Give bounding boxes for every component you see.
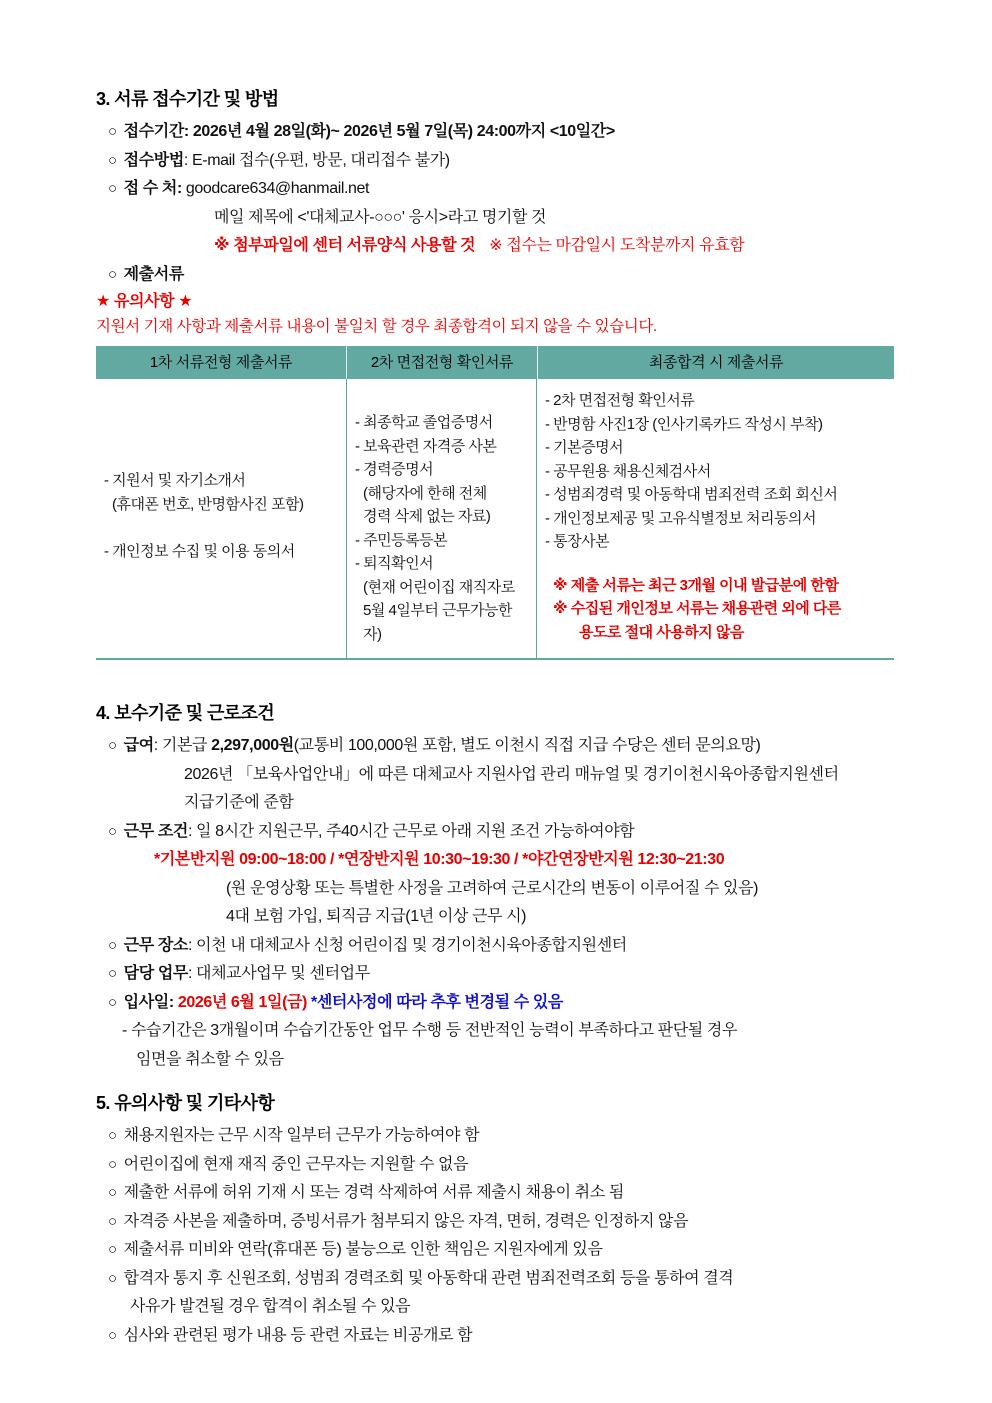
- documents-table-header: [96, 346, 894, 379]
- table-cell-line: - 기본증명서: [545, 439, 624, 456]
- notice-item-continuation: 사유가 발견될 경우 합격이 취소될 수 있음: [130, 1298, 411, 1315]
- circle-bullet-icon: ○: [108, 1269, 117, 1287]
- notice-item: [96, 1208, 902, 1237]
- circle-bullet-icon: ○: [108, 993, 117, 1011]
- table-cell-round2: [346, 379, 537, 658]
- notice-item: [96, 1179, 902, 1208]
- work-condition-value: : 일 8시간 지원근무, 주40시간 근무로 아래 지원 조건 가능하여야함: [187, 822, 635, 840]
- reception-period-label: 접수기간: [123, 123, 184, 140]
- documents-table: [96, 346, 894, 660]
- circle-bullet-icon: ○: [108, 180, 117, 197]
- duty-line: [96, 960, 902, 989]
- documents-table-body: [96, 379, 894, 660]
- notice-item: [96, 1322, 902, 1351]
- red-note-line: ※ 제출 서류는 최근 3개월 이내 발급분에 한함: [553, 576, 839, 594]
- table-cell-line: 5월 4일부터 근무가능한 자): [363, 602, 512, 643]
- start-date-note: *센터사정에 따라 추후 변경될 수 있음: [311, 993, 563, 1011]
- circle-bullet-icon: ○: [108, 965, 117, 982]
- section-5-title: 5. 유의사항 및 기타사항: [96, 1093, 275, 1113]
- circle-bullet-icon: ○: [108, 123, 117, 140]
- caution-title: ★ 유의사항 ★: [96, 293, 193, 310]
- notice-text: 제출한 서류에 허위 기재 시 또는 경력 삭제하여 서류 제출시 채용이 취소 됨: [123, 1184, 624, 1201]
- reception-method-line: [96, 147, 902, 176]
- notice-text: 심사와 관련된 평가 내용 등 관련 자료는 비공개로 함: [123, 1326, 473, 1344]
- circle-bullet-icon: ○: [108, 1212, 117, 1230]
- circle-bullet-icon: ○: [108, 822, 117, 840]
- circle-bullet-icon: ○: [108, 1241, 117, 1258]
- reception-period-value: : 2026년 4월 28일(화)~ 2026년 5월 7일(목) 24:00까지 <10일간>: [183, 123, 615, 140]
- work-place-line: [96, 932, 902, 961]
- attachment-note-line: [96, 232, 902, 261]
- table-header-final: 최종합격 시 제출서류: [537, 346, 894, 379]
- table-cell-line: - 성범죄경력 및 아동학대 범죄전력 조회 회신서: [545, 486, 838, 503]
- salary-line: [96, 732, 902, 761]
- notice-text: 합격자 통지 후 신원조회, 성범죄 경력조회 및 아동학대 관련 범죄전력조회 등을 통하여 결격: [123, 1269, 734, 1287]
- table-cell-line: - 개인정보제공 및 고유식별정보 처리동의서: [545, 509, 816, 527]
- work-place-value: : 이천 내 대체교사 신청 어린이집 및 경기이천시육아종합지원센터: [187, 936, 627, 954]
- reception-dest-line: [96, 175, 902, 204]
- table-header-round2: 2차 면접전형 확인서류: [346, 346, 537, 379]
- red-note-line: ※ 수집된 개인정보 서류는 채용관련 외에 다른: [553, 600, 841, 617]
- table-cell-line: - 공무원용 채용신체검사서: [545, 462, 711, 480]
- reception-dest-colon: :: [176, 180, 186, 197]
- table-cell-line: - 개인정보 수집 및 이용 동의서: [104, 543, 295, 561]
- salary-cont-line: 2026년 「보육사업안내」에 따른 대체교사 지원사업 관리 매뉴얼 및 경기이천시육아종합지원센터: [184, 765, 839, 783]
- work-condition-label: 근무 조건: [123, 822, 188, 840]
- shift-paren-note: (원 운영상황 또는 특별한 사정을 고려하여 근로시간의 변동이 이루어질 수 있음): [226, 879, 759, 897]
- salary-cont-line: 지급기준에 준함: [184, 794, 294, 811]
- notice-item: [96, 1236, 902, 1265]
- table-cell-line: - 반명함 사진1장 (인사기록카드 작성시 부착): [545, 415, 823, 433]
- table-cell-line: 경력 삭제 없는 자료): [363, 508, 491, 525]
- salary-label: 급여: [123, 737, 154, 754]
- table-header-round1: 1차 서류전형 제출서류: [149, 354, 293, 371]
- work-condition-line: [96, 818, 902, 847]
- section-4-title: 4. 보수기준 및 근로조건: [96, 703, 275, 723]
- probation-cont-line: 임면을 취소할 수 있음: [136, 1050, 284, 1068]
- attachment-note-bold: ※ 첨부파일에 센터 서류양식 사용할 것: [214, 237, 476, 254]
- reception-dest-label: 접 수 처: [123, 180, 177, 197]
- circle-bullet-icon: ○: [108, 1326, 117, 1344]
- work-place-label: 근무 장소: [123, 936, 188, 954]
- circle-bullet-icon: ○: [108, 151, 117, 169]
- circle-bullet-icon: ○: [108, 737, 117, 754]
- document-page: [96, 86, 902, 1350]
- notice-text: 채용지원자는 근무 시작 일부터 근무가 가능하여야 함: [123, 1127, 480, 1144]
- table-cell-line: - 2차 면접전형 확인서류: [545, 392, 695, 409]
- salary-post: (교통비 100,000원 포함, 별도 이천시 직접 지급 수당은 센터 문의요망): [293, 737, 761, 754]
- table-cell-line: - 통장사본: [545, 533, 610, 550]
- circle-bullet-icon: ○: [108, 1127, 117, 1144]
- insurance-note: 4대 보험 가입, 퇴직금 지급(1년 이상 근무 시): [226, 908, 527, 925]
- start-date-colon: :: [168, 993, 178, 1011]
- circle-bullet-icon: ○: [108, 1184, 117, 1201]
- table-cell-line: - 퇴직확인서: [355, 555, 434, 572]
- cell-spacer: [104, 516, 342, 540]
- start-date-line: [96, 989, 902, 1018]
- start-date-value: 2026년 6월 1일(금): [177, 993, 307, 1011]
- mail-subject-note: 메일 제목에 <'대체교사-○○○' 응시>라고 명기할 것: [214, 208, 547, 226]
- table-cell-final: [537, 379, 894, 658]
- shift-hours-note: *기본반지원 09:00~18:00 / *연장반지원 10:30~19:30 / *야간연장반지원 12:30~21:30: [154, 851, 725, 868]
- table-cell-round1: [96, 379, 346, 658]
- red-notes: [545, 574, 890, 645]
- table-cell-line: - 지원서 및 자기소개서: [104, 472, 246, 490]
- notice-item: [96, 1151, 902, 1180]
- notice-item: [96, 1265, 902, 1294]
- table-cell-line: (해당자에 한해 전체: [363, 484, 487, 502]
- attachment-note-rest: ※ 접수는 마감일시 도착분까지 유효함: [489, 237, 745, 254]
- section-3-title: 3. 서류 접수기간 및 방법: [96, 89, 279, 109]
- circle-bullet-icon: ○: [108, 936, 117, 954]
- table-cell-line: (휴대폰 번호, 반명함사진 포함): [112, 495, 304, 513]
- red-note-line: 용도로 절대 사용하지 않음: [579, 623, 744, 641]
- start-date-label: 입사일: [123, 993, 169, 1011]
- salary-pre: : 기본급: [153, 737, 212, 754]
- reception-period-line: [96, 118, 902, 147]
- submit-docs-line: [96, 261, 902, 290]
- table-cell-line: - 경력증명서: [355, 461, 434, 478]
- salary-amount: 2,297,000원: [211, 737, 294, 754]
- cell-spacer: [545, 554, 890, 574]
- email-address: goodcare634@hanmail.net: [185, 180, 370, 197]
- probation-line: - 수습기간은 3개월이며 수습기간동안 업무 수행 등 전반적인 능력이 부족하다고 판단될 경우: [122, 1022, 737, 1039]
- table-cell-line: (현재 어린이집 재직자로: [363, 578, 515, 596]
- notice-text: 자격증 사본을 제출하며, 증빙서류가 첨부되지 않은 자격, 면허, 경력은 인정하지 않음: [123, 1212, 689, 1230]
- table-cell-line: - 주민등록등본: [355, 531, 448, 549]
- reception-method-label: 접수방법: [123, 151, 184, 169]
- circle-bullet-icon: ○: [108, 265, 117, 283]
- notice-text: 제출서류 미비와 연락(휴대폰 등) 불능으로 인한 책임은 지원자에게 있음: [123, 1241, 603, 1258]
- notice-item: [96, 1122, 902, 1151]
- submit-docs-label: 제출서류: [123, 265, 184, 283]
- duty-label: 담당 업무: [123, 965, 188, 982]
- table-cell-line: - 최종학교 졸업증명서: [355, 414, 493, 431]
- caution-text: 지원서 기재 사항과 제출서류 내용이 불일치 할 경우 최종합격이 되지 않을 수 있습니다.: [96, 318, 657, 335]
- reception-method-value: : E-mail 접수(우편, 방문, 대리접수 불가): [183, 151, 450, 169]
- duty-value: : 대체교사업무 및 센터업무: [187, 965, 370, 982]
- table-cell-line: - 보육관련 자격증 사본: [355, 437, 497, 455]
- notice-text: 어린이집에 현재 재직 중인 근무자는 지원할 수 없음: [123, 1155, 469, 1173]
- circle-bullet-icon: ○: [108, 1155, 117, 1173]
